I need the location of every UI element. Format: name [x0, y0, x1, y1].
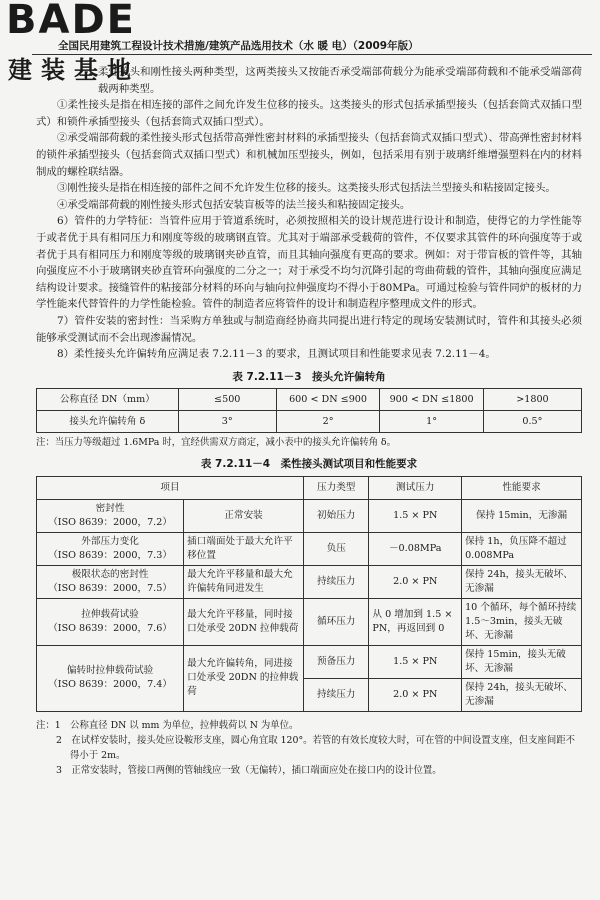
paragraph-end-load-rigid: ④承受端部荷载的刚性接头形式包括安装盲板等的法兰接头和粘接固定接头。	[57, 198, 411, 211]
table-cell	[37, 598, 184, 645]
item-name: 偏转时拉伸载荷试验	[66, 665, 154, 677]
table-cell: 最大允许偏转角，同进接口处承受 20DN 的拉伸载荷	[184, 645, 304, 711]
table-cell	[37, 645, 184, 711]
table-row	[37, 389, 582, 411]
paragraph-deflection: 8）柔性接头允许偏转角应满足表 7.2.11－3 的要求，且测试项目和性能要求见表 7.2.11－4。	[57, 348, 496, 361]
table-cell: 从 0 增加到 1.5 × PN，再返回到 0	[369, 598, 462, 645]
note-1: 注：1 公称直径 DN 以 mm 为单位，拉伸载荷以 N 为单位。	[36, 719, 299, 731]
table-cell: 公称直径 DN（mm）	[37, 389, 179, 411]
note-2: 2 在试样安装时，接头处应设鞍形支座，圆心角宜取 120°。若管的有效长度较大时，可在管的中间设置支座，但支座间距不得小于 2m。	[56, 734, 576, 761]
item-standard: （ISO 8639：2000，7.2）	[48, 516, 172, 528]
header-pressure-type: 压力类型	[304, 476, 369, 499]
item-name: 拉伸载荷试验	[81, 608, 139, 620]
paragraph-rigid-joint: ③刚性接头是指在相连接的部件之间不允许发生位移的接头。这类接头形式包括法兰型接头和粘接固定接头。	[57, 182, 556, 195]
table-cell: 2.0 × PN	[369, 565, 462, 598]
table-cell: ≤500	[178, 389, 276, 411]
item-name: 极限状态的密封性	[71, 568, 149, 580]
table-cell: 1.5 × PN	[369, 645, 462, 678]
document-body	[36, 64, 582, 778]
table-cell: 1°	[380, 411, 484, 433]
table-cell: 0.5°	[483, 411, 581, 433]
table-cell: 900 < DN ≤1800	[380, 389, 484, 411]
table-cell: 保持 1h，负压降不超过 0.008MPa	[462, 532, 582, 565]
header-item: 项目	[37, 476, 304, 499]
header-performance: 性能要求	[462, 476, 582, 499]
table-cell: 保持 24h，接头无破坏、无渗漏	[462, 678, 582, 711]
header-test-pressure: 测试压力	[369, 476, 462, 499]
test-requirements-table	[36, 476, 582, 712]
table-cell: 10 个循环，每个循环持续 1.5～3min，接头无破坏、无渗漏	[462, 598, 582, 645]
table-cell: 插口端面处于最大允许平移位置	[184, 532, 304, 565]
item-standard: （ISO 8639：2000，7.5）	[48, 582, 172, 594]
table-cell	[37, 499, 184, 532]
table-row	[37, 565, 582, 598]
paragraph-sealing: 7）管件安装的密封性：当采购方单独或与制造商经协商共同提出进行特定的现场安装测试时，管件和其接头必须能够承受测试而不会出现渗漏情况。	[36, 314, 582, 344]
table-cell: 600 < DN ≤900	[276, 389, 380, 411]
table-cell: 最大允许平移量和最大允许偏转角同进发生	[184, 565, 304, 598]
table-row	[37, 598, 582, 645]
item-name: 外部压力变化	[81, 535, 139, 547]
table-row	[37, 532, 582, 565]
paragraph-intro: 柔性接头和刚性接头两种类型，这两类接头又按能否承受端部荷载分为能承受端部荷载和不能承受端部荷载两种类型。	[98, 66, 582, 95]
item-name: 密封性	[95, 502, 125, 514]
item-standard: （ISO 8639：2000，7.3）	[48, 549, 172, 561]
table-row	[37, 411, 582, 433]
table-cell: 保持 24h，接头无破坏、无渗漏	[462, 565, 582, 598]
table-cell: 接头允许偏转角 δ	[37, 411, 179, 433]
running-header	[32, 38, 592, 55]
table-cell: 3°	[178, 411, 276, 433]
table1-note: 注：当压力等级超过 1.6MPa 时，宜经供需双方商定，减小表中的接头允许偏转角 δ。	[36, 437, 396, 449]
table-cell: 最大允许平移量，同时接口处承受 20DN 拉伸载荷	[184, 598, 304, 645]
paragraph-flexible-joint: ①柔性接头是指在相连接的部件之间允许发生位移的接头。这类接头的形式包括承插型接头（包括套筒式双插口型式）和锁件承插型接头（包括套筒式双插口型式）。	[36, 99, 582, 128]
logo-bade: BADE	[6, 0, 136, 43]
item-standard: （ISO 8639：2000，7.4）	[48, 679, 172, 691]
table-cell: －0.08MPa	[369, 532, 462, 565]
table-cell: 2°	[276, 411, 380, 433]
table-cell: 1.5 × PN	[369, 499, 462, 532]
note-3: 3 正常安装时，管接口两侧的管轴线应一致（无偏转），插口端面应处在接口内的设计位置。	[56, 764, 442, 776]
table-cell: 负压	[304, 532, 369, 565]
table-cell: 2.0 × PN	[369, 678, 462, 711]
table2-caption: 表 7.2.11－4 柔性接头测试项目和性能要求	[200, 458, 418, 471]
table2-notes	[36, 718, 582, 778]
table-cell	[37, 532, 184, 565]
table-cell: 保持 15min，无渗漏	[462, 499, 582, 532]
table-cell: 循环压力	[304, 598, 369, 645]
logo-subtitle: 建装基地	[8, 56, 140, 84]
table-cell: 正常安装	[184, 499, 304, 532]
paragraph-mechanical: 6）管件的力学特征：当管件应用于管道系统时，必须按照相关的设计规范进行设计和制造，使得它的力学性能等于或者优于具有相同压力和刚度等级的玻璃钢直管。尤其对于端部承受载荷的管件，不仅要求其管件的环向强度等于或者优于具有相同压力和刚度等级的玻璃钢夹砂直管，而且其轴向强度有更高的要求。例如：对于带盲板的管件等，其轴向强度应不小于玻璃钢夹砂直管环向强度的二分之一；对于承受不均匀沉降引起的弯曲荷载的管件，其轴向强度应满足结构设计要求。接缝管件的粘接部分材料的环向与轴向拉伸强度均不得小于80MPa。可通过检验与管件同炉的板材的力学性能来代替管件的力学性能检验。管件的制造者应将管件的设计和制造程序整理成文件的形式。	[36, 215, 582, 311]
table-cell: 持续压力	[304, 565, 369, 598]
deflection-table	[36, 388, 582, 433]
header-text: 全国民用建筑工程设计技术措施/建筑产品选用技术（水 暖 电）（2009年版）	[58, 40, 419, 52]
table-cell	[37, 565, 184, 598]
table-row	[37, 499, 582, 532]
table-row	[37, 645, 582, 678]
table-cell: >1800	[483, 389, 581, 411]
item-standard: （ISO 8639：2000，7.6）	[48, 622, 172, 634]
paragraph-end-load-flexible: ②承受端部荷载的柔性接头形式包括带高弹性密封材料的承插型接头（包括套筒式双插口型式）、带高弹性密封材料的锁件承插型接头（包括套筒式双插口型式）和机械加压型接头，例如，包括采用有别于玻璃纤维增强塑料在内的材料制成的螺栓联结器。	[36, 132, 582, 178]
table-cell: 保持 15min，接头无破坏、无渗漏	[462, 645, 582, 678]
table-header-row	[37, 476, 582, 499]
table-cell: 持续压力	[304, 678, 369, 711]
table1-caption: 表 7.2.11－3 接头允许偏转角	[232, 370, 386, 383]
table-cell: 预备压力	[304, 645, 369, 678]
table-cell: 初始压力	[304, 499, 369, 532]
